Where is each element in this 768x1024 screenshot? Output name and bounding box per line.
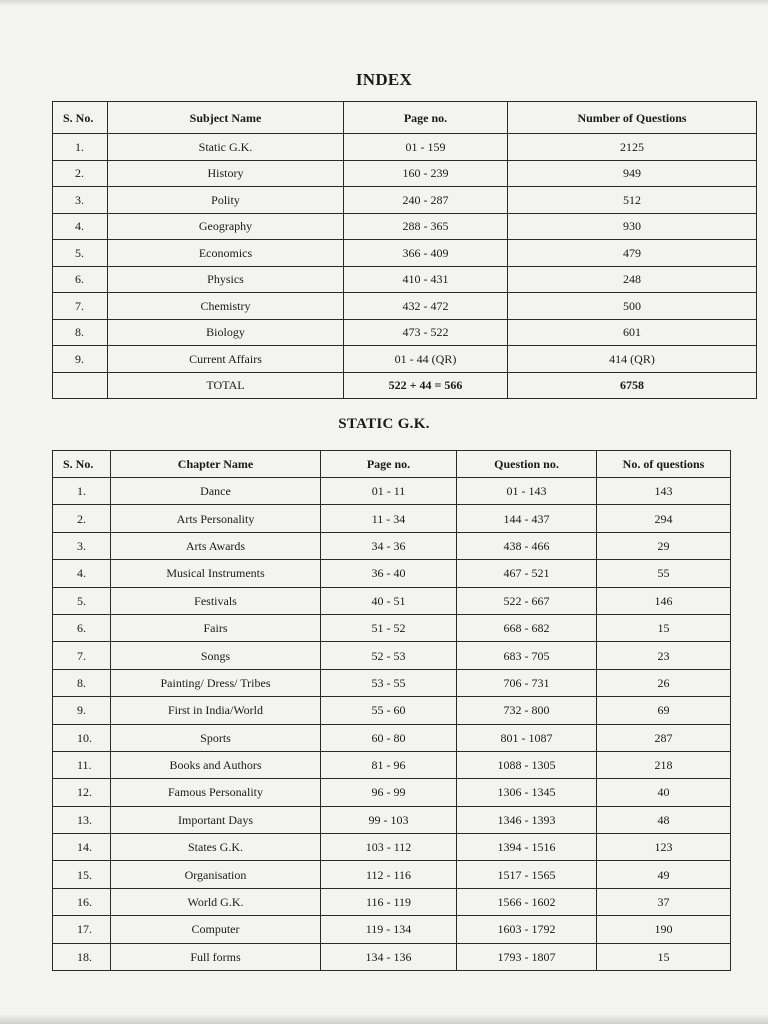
cell-sno: 11. (53, 751, 111, 778)
cell-chapter: Important Days (111, 806, 321, 833)
cell-chapter: Computer (111, 916, 321, 943)
table-row (53, 293, 757, 320)
static-gk-header-page: Page no. (321, 451, 457, 478)
cell-page-range: 112 - 116 (321, 861, 457, 888)
cell-page-range: 36 - 40 (321, 560, 457, 587)
cell-question-count: 15 (597, 614, 731, 641)
cell-question-range: 01 - 143 (457, 478, 597, 505)
cell-subject: Physics (108, 266, 344, 293)
cell-question-count: 500 (508, 293, 757, 320)
cell-subject: Current Affairs (108, 346, 344, 373)
total-questions: 6758 (508, 372, 757, 399)
table-row (53, 587, 731, 614)
cell-sno: 1. (53, 478, 111, 505)
table-row (53, 916, 731, 943)
cell-page-range: 473 - 522 (344, 319, 508, 346)
cell-sno: 8. (53, 319, 108, 346)
cell-sno: 7. (53, 642, 111, 669)
cell-page-range: 34 - 36 (321, 532, 457, 559)
cell-page-range: 240 - 287 (344, 187, 508, 214)
cell-question-count: 2125 (508, 134, 757, 161)
cell-page-range: 01 - 159 (344, 134, 508, 161)
cell-question-count: 479 (508, 240, 757, 267)
cell-sno: 1. (53, 134, 108, 161)
cell-chapter: Arts Awards (111, 532, 321, 559)
static-gk-header-chapter: Chapter Name (111, 451, 321, 478)
cell-page-range: 96 - 99 (321, 779, 457, 806)
cell-question-count: 190 (597, 916, 731, 943)
index-title: INDEX (355, 70, 413, 89)
static-gk-header-row (53, 451, 731, 478)
cell-question-range: 801 - 1087 (457, 724, 597, 751)
cell-question-count: 949 (508, 160, 757, 187)
cell-sno: 15. (53, 861, 111, 888)
table-row (53, 160, 757, 187)
cell-question-range: 144 - 437 (457, 505, 597, 532)
table-row (53, 751, 731, 778)
table-row (53, 560, 731, 587)
cell-question-range: 438 - 466 (457, 532, 597, 559)
cell-sno: 2. (53, 160, 108, 187)
total-sno (53, 372, 108, 399)
cell-sno: 9. (53, 346, 108, 373)
cell-chapter: Dance (111, 478, 321, 505)
cell-chapter: Arts Personality (111, 505, 321, 532)
cell-question-count: 294 (597, 505, 731, 532)
cell-question-count: 40 (597, 779, 731, 806)
cell-question-range: 1517 - 1565 (457, 861, 597, 888)
cell-question-count: 37 (597, 888, 731, 915)
cell-sno: 8. (53, 669, 111, 696)
cell-page-range: 410 - 431 (344, 266, 508, 293)
static-gk-header-count: No. of questions (597, 451, 731, 478)
cell-page-range: 432 - 472 (344, 293, 508, 320)
table-row (53, 669, 731, 696)
cell-subject: Economics (108, 240, 344, 267)
table-row (53, 532, 731, 559)
cell-subject: Chemistry (108, 293, 344, 320)
cell-page-range: 11 - 34 (321, 505, 457, 532)
cell-sno: 17. (53, 916, 111, 943)
table-row (53, 724, 731, 751)
cell-chapter: Painting/ Dress/ Tribes (111, 669, 321, 696)
index-total-row (53, 372, 757, 399)
cell-chapter: Famous Personality (111, 779, 321, 806)
cell-question-count: 512 (508, 187, 757, 214)
table-row (53, 134, 757, 161)
cell-question-range: 1394 - 1516 (457, 834, 597, 861)
cell-chapter: First in India/World (111, 697, 321, 724)
cell-question-count: 930 (508, 213, 757, 240)
cell-page-range: 60 - 80 (321, 724, 457, 751)
static-gk-header-sno: S. No. (53, 451, 111, 478)
cell-chapter: World G.K. (111, 888, 321, 915)
cell-question-range: 668 - 682 (457, 614, 597, 641)
index-header-subject: Subject Name (108, 102, 344, 134)
cell-subject: History (108, 160, 344, 187)
cell-subject: Geography (108, 213, 344, 240)
table-row (53, 888, 731, 915)
cell-chapter: Songs (111, 642, 321, 669)
total-label: TOTAL (108, 372, 344, 399)
cell-sno: 9. (53, 697, 111, 724)
cell-question-range: 1793 - 1807 (457, 943, 597, 970)
cell-question-range: 683 - 705 (457, 642, 597, 669)
cell-question-count: 49 (597, 861, 731, 888)
cell-question-count: 248 (508, 266, 757, 293)
table-row (53, 697, 731, 724)
index-table-body (53, 134, 757, 399)
cell-sno: 14. (53, 834, 111, 861)
cell-sno: 2. (53, 505, 111, 532)
cell-sno: 16. (53, 888, 111, 915)
cell-page-range: 103 - 112 (321, 834, 457, 861)
cell-question-range: 1603 - 1792 (457, 916, 597, 943)
page-bottom-edge (0, 1014, 768, 1024)
cell-question-range: 732 - 800 (457, 697, 597, 724)
table-row (53, 861, 731, 888)
cell-page-range: 01 - 11 (321, 478, 457, 505)
cell-question-count: 218 (597, 751, 731, 778)
cell-sno: 4. (53, 213, 108, 240)
cell-sno: 4. (53, 560, 111, 587)
index-header-sno: S. No. (53, 102, 108, 134)
cell-question-count: 48 (597, 806, 731, 833)
table-row (53, 240, 757, 267)
table-row (53, 779, 731, 806)
cell-sno: 5. (53, 587, 111, 614)
cell-page-range: 99 - 103 (321, 806, 457, 833)
cell-sno: 6. (53, 266, 108, 293)
cell-question-range: 1346 - 1393 (457, 806, 597, 833)
cell-question-range: 522 - 667 (457, 587, 597, 614)
cell-chapter: Organisation (111, 861, 321, 888)
cell-page-range: 288 - 365 (344, 213, 508, 240)
table-row (53, 943, 731, 970)
index-header-page: Page no. (344, 102, 508, 134)
cell-page-range: 134 - 136 (321, 943, 457, 970)
cell-chapter: Sports (111, 724, 321, 751)
cell-question-count: 26 (597, 669, 731, 696)
static-gk-title: STATIC G.K. (338, 416, 430, 432)
static-gk-table-body (53, 478, 731, 971)
table-row (53, 266, 757, 293)
cell-question-range: 1306 - 1345 (457, 779, 597, 806)
cell-question-count: 143 (597, 478, 731, 505)
cell-page-range: 51 - 52 (321, 614, 457, 641)
index-table (52, 101, 757, 399)
table-row (53, 213, 757, 240)
index-header-questions: Number of Questions (508, 102, 757, 134)
table-row (53, 806, 731, 833)
table-row (53, 346, 757, 373)
total-pages: 522 + 44 = 566 (344, 372, 508, 399)
cell-sno: 3. (53, 532, 111, 559)
cell-subject: Polity (108, 187, 344, 214)
table-row (53, 505, 731, 532)
cell-question-range: 467 - 521 (457, 560, 597, 587)
cell-question-count: 23 (597, 642, 731, 669)
cell-chapter: Books and Authors (111, 751, 321, 778)
table-row (53, 834, 731, 861)
static-gk-table (52, 450, 731, 971)
cell-question-range: 1566 - 1602 (457, 888, 597, 915)
cell-question-count: 29 (597, 532, 731, 559)
cell-question-range: 706 - 731 (457, 669, 597, 696)
cell-question-count: 601 (508, 319, 757, 346)
page-top-edge (0, 0, 768, 6)
cell-subject: Static G.K. (108, 134, 344, 161)
cell-page-range: 160 - 239 (344, 160, 508, 187)
cell-page-range: 52 - 53 (321, 642, 457, 669)
cell-page-range: 53 - 55 (321, 669, 457, 696)
cell-page-range: 40 - 51 (321, 587, 457, 614)
table-row (53, 319, 757, 346)
cell-page-range: 55 - 60 (321, 697, 457, 724)
cell-sno: 3. (53, 187, 108, 214)
cell-question-count: 123 (597, 834, 731, 861)
table-row (53, 642, 731, 669)
cell-sno: 6. (53, 614, 111, 641)
cell-sno: 12. (53, 779, 111, 806)
table-row (53, 478, 731, 505)
cell-chapter: Full forms (111, 943, 321, 970)
cell-page-range: 366 - 409 (344, 240, 508, 267)
cell-question-count: 15 (597, 943, 731, 970)
cell-chapter: States G.K. (111, 834, 321, 861)
cell-question-count: 55 (597, 560, 731, 587)
cell-page-range: 81 - 96 (321, 751, 457, 778)
cell-chapter: Festivals (111, 587, 321, 614)
cell-chapter: Fairs (111, 614, 321, 641)
table-row (53, 614, 731, 641)
cell-page-range: 119 - 134 (321, 916, 457, 943)
cell-sno: 5. (53, 240, 108, 267)
cell-question-count: 69 (597, 697, 731, 724)
cell-subject: Biology (108, 319, 344, 346)
index-header-row (53, 102, 757, 134)
cell-sno: 13. (53, 806, 111, 833)
cell-chapter: Musical Instruments (111, 560, 321, 587)
static-gk-header-question-no: Question no. (457, 451, 597, 478)
cell-question-range: 1088 - 1305 (457, 751, 597, 778)
cell-question-count: 287 (597, 724, 731, 751)
cell-page-range: 116 - 119 (321, 888, 457, 915)
cell-sno: 18. (53, 943, 111, 970)
cell-question-count: 146 (597, 587, 731, 614)
table-row (53, 187, 757, 214)
cell-question-count: 414 (QR) (508, 346, 757, 373)
cell-page-range: 01 - 44 (QR) (344, 346, 508, 373)
cell-sno: 10. (53, 724, 111, 751)
cell-sno: 7. (53, 293, 108, 320)
